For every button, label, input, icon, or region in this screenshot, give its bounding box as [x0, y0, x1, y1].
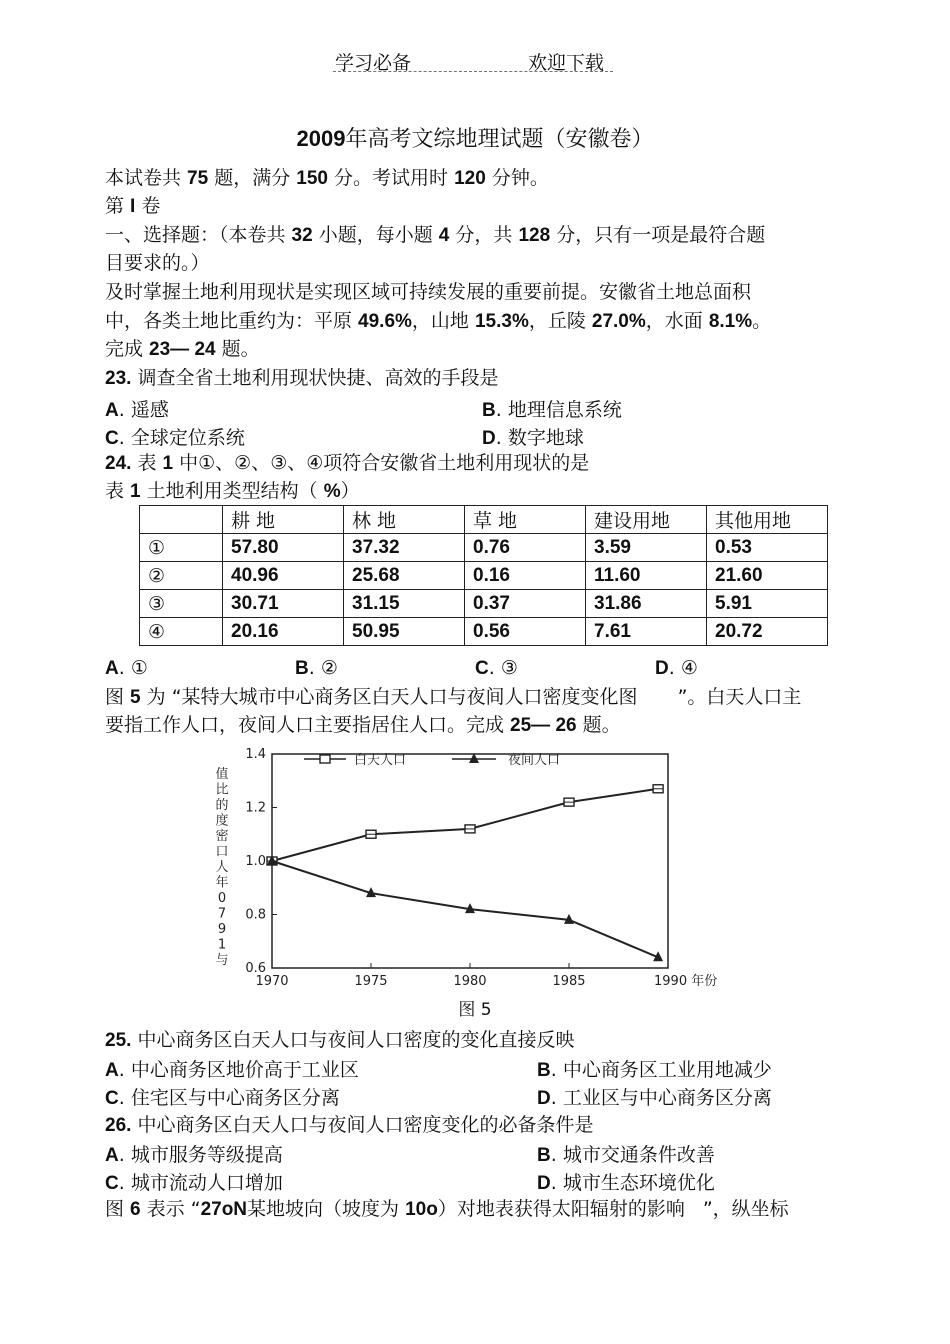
q24-option-c: C. ③ — [475, 657, 518, 679]
intro-line-4: 目要求的。） — [105, 252, 210, 274]
q23-option-c: C. 全球定位系统 — [105, 427, 245, 449]
y-axis-label-char: 9 — [217, 922, 227, 937]
q26-stem: 26. 中心商务区白天人口与夜间人口密度变化的必备条件是 — [105, 1114, 594, 1136]
table-row — [140, 534, 828, 562]
table-cell: 0.76 — [465, 534, 586, 562]
y-tick-label: 1.2 — [245, 800, 266, 816]
header-right: 欢迎下载 — [528, 52, 605, 74]
table-header-cell: 其他用地 — [707, 506, 828, 534]
population-density-chart — [200, 742, 740, 992]
y-axis-label-char: 值 — [215, 767, 229, 782]
figure-caption: 图 5 — [458, 1000, 492, 1020]
y-axis-label-char: 7 — [217, 906, 227, 922]
x-tick-label: 1975 — [354, 974, 388, 989]
table-row — [140, 562, 828, 590]
q23-option-b: B. 地理信息系统 — [482, 399, 622, 421]
table-cell: ④ — [140, 618, 223, 646]
x-tick-label: 1970 — [255, 974, 289, 989]
y-tick-label: 1.0 — [245, 854, 266, 869]
table1-title: 表 1 土地利用类型结构（ %） — [105, 480, 360, 502]
q26-option-a: A. 城市服务等级提高 — [105, 1144, 283, 1166]
intro-line-5: 及时掌握土地利用现状是实现区域可持续发展的重要前提。安徽省土地总面积 — [105, 281, 752, 303]
land-use-table — [139, 505, 828, 646]
legend-marker-day — [320, 755, 330, 763]
header-left: 学习必备 — [335, 52, 412, 74]
table-cell: 0.16 — [465, 562, 586, 590]
table-cell: 50.95 — [344, 618, 465, 646]
table-cell: ③ — [140, 590, 223, 618]
legend-label-day: 白天人口 — [354, 753, 407, 768]
table-cell: 0.53 — [707, 534, 828, 562]
table-cell: 37.32 — [344, 534, 465, 562]
q23-option-a: A. 遥感 — [105, 399, 169, 421]
y-axis-label-char: 人 — [215, 860, 229, 875]
y-axis-label-char: 0 — [217, 891, 227, 906]
intro-line-6: 中，各类土地比重约为：平原 49.6%，山地 15.3%，丘陵 27.0%，水面 8.1%。 — [105, 310, 772, 332]
y-axis-label-char: 的 — [215, 798, 229, 813]
table-cell: 25.68 — [344, 562, 465, 590]
fig5-intro-line-2: 要指工作人口，夜间人口主要指居住人口。完成 25— 26 题。 — [105, 714, 621, 736]
table-cell: 20.16 — [223, 618, 344, 646]
fig6-intro-line: 图 6 表示 “27oN某地坡向（坡度为 10o）对地表获得太阳辐射的影响 ”，纵坐标 — [105, 1198, 789, 1220]
table-cell: 7.61 — [586, 618, 707, 646]
y-axis-label-char: 1 — [217, 937, 227, 953]
intro-line-7: 完成 23— 24 题。 — [105, 338, 260, 360]
page-title: 2009年高考文综地理试题（安徽卷） — [296, 126, 654, 152]
fig5-intro-line-1: 图 5 为 “某特大城市中心商务区白天人口与夜间人口密度变化图 ”。白天人口主 — [105, 686, 802, 708]
y-axis-label-char: 与 — [215, 953, 229, 968]
q24-option-a: A. ① — [105, 657, 148, 679]
x-tick-label: 1990 年份 — [654, 974, 718, 989]
q23-option-d: D. 数字地球 — [482, 427, 584, 449]
table-cell: ② — [140, 562, 223, 590]
table-header-cell: 耕 地 — [223, 506, 344, 534]
y-axis-label-char: 比 — [215, 782, 229, 798]
y-tick-label: 0.8 — [245, 907, 266, 923]
table-row — [140, 590, 828, 618]
y-tick-label: 1.4 — [245, 747, 266, 762]
table-cell: 11.60 — [586, 562, 707, 590]
table-cell: 20.72 — [707, 618, 828, 646]
q25-option-a: A. 中心商务区地价高于工业区 — [105, 1059, 359, 1081]
table-cell: 0.37 — [465, 590, 586, 618]
table-header-cell — [140, 506, 223, 534]
table-header-cell: 林 地 — [344, 506, 465, 534]
table-cell: 3.59 — [586, 534, 707, 562]
q26-option-b: B. 城市交通条件改善 — [537, 1144, 715, 1166]
table-header-cell: 草 地 — [465, 506, 586, 534]
q26-option-c: C. 城市流动人口增加 — [105, 1172, 283, 1194]
table-cell: ① — [140, 534, 223, 562]
table-cell: 21.60 — [707, 562, 828, 590]
q26-option-d: D. 城市生态环境优化 — [537, 1172, 715, 1194]
q24-stem: 24. 表 1 中①、②、③、④项符合安徽省土地利用现状的是 — [105, 452, 590, 474]
x-tick-label: 1985 — [552, 974, 586, 989]
intro-line-3: 一、选择题：（本卷共 32 小题，每小题 4 分，共 128 分，只有一项是最符合题 — [105, 224, 766, 246]
table-cell: 31.15 — [344, 590, 465, 618]
y-axis-label-char: 年 — [215, 875, 229, 891]
table-row — [140, 618, 828, 646]
q25-option-d: D. 工业区与中心商务区分离 — [537, 1087, 772, 1109]
table-cell: 5.91 — [707, 590, 828, 618]
table-cell: 40.96 — [223, 562, 344, 590]
y-axis-label-char: 口 — [215, 844, 229, 860]
q25-option-b: B. 中心商务区工业用地减少 — [537, 1059, 772, 1081]
header-divider — [333, 71, 613, 72]
table-cell: 31.86 — [586, 590, 707, 618]
q25-option-c: C. 住宅区与中心商务区分离 — [105, 1087, 340, 1109]
series-line-2 — [272, 861, 658, 957]
y-axis-label-char: 密 — [215, 829, 229, 844]
q24-option-b: B. ② — [295, 657, 338, 679]
q25-stem: 25. 中心商务区白天人口与夜间人口密度的变化直接反映 — [105, 1029, 575, 1051]
intro-line-1: 本试卷共 75 题，满分 150 分。考试用时 120 分钟。 — [105, 167, 549, 189]
table-cell: 57.80 — [223, 534, 344, 562]
y-tick-label: 0.6 — [245, 961, 266, 976]
legend-label-night: 夜间人口 — [508, 753, 561, 768]
q23-stem: 23. 调查全省土地利用现状快捷、高效的手段是 — [105, 367, 499, 389]
table-header-cell: 建设用地 — [586, 506, 707, 534]
q24-option-d: D. ④ — [655, 657, 698, 679]
table-cell: 0.56 — [465, 618, 586, 646]
table-cell: 30.71 — [223, 590, 344, 618]
x-tick-label: 1980 — [453, 974, 487, 989]
y-axis-label-char: 度 — [215, 813, 229, 829]
intro-line-2: 第 I 卷 — [105, 195, 161, 217]
table-header-row — [140, 506, 828, 534]
